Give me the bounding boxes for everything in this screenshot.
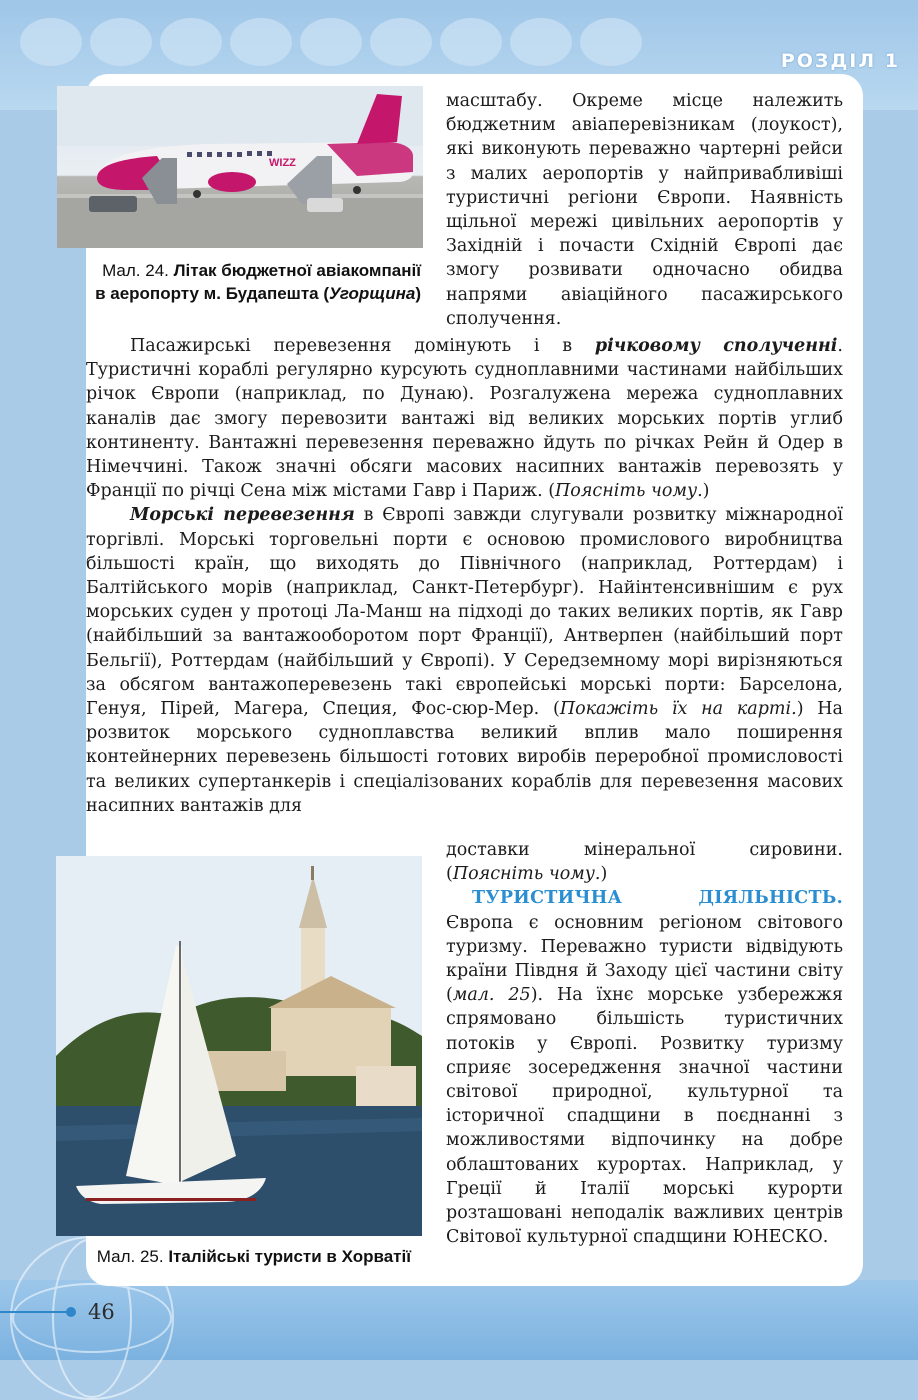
caption-title: Італійські туристи в Хорватії (168, 1247, 411, 1266)
sailboat-illustration (56, 856, 422, 1236)
airplane-illustration (57, 86, 423, 248)
caption-title-line2: в аеропорту м. Будапешта ( (95, 284, 330, 303)
caption-country: Угорщина (329, 284, 416, 303)
main-paragraphs (86, 334, 843, 818)
page-number: 46 (88, 1300, 115, 1324)
section-label: РОЗДІЛ 1 (780, 50, 900, 72)
caption-number: Мал. 24. (102, 261, 169, 280)
page-number-line (0, 1311, 70, 1313)
figure-sailboat-photo (56, 856, 422, 1236)
caption-number: Мал. 25. (96, 1247, 164, 1266)
paragraph-sea: Морські перевезення в Європі завжди слугували розвитку міжнародної торгівлі. Морські торговельні порти є основою промислового виробництва більшості країн, що виходять до Північного (наприклад, Роттердам) і Балтійського морів (наприклад, Санкт-Петербург). Найінтенсивнішим є рух морських суден у протоці Ла-Манш на підході до таких великих портів, як Гавр (найбільший за вантажооборотом порт Франції), Антверпен (найбільший порт Бельгії), Роттердам (найбільший у Європі). У Середземному морі вирізняються за обсягом вантажоперевезень такі європейські морські порти: Барселона, Генуя, Пірей, Магера, Специя, Фос-сюр-Мер. (Покажіть їх на карті.) На розвиток морського судноплавства великий вплив мало поширення контейнерних перевезень більшості готових виробів переробної промисловості та великих супертанкерів і спеціалізованих кораблів для перевезення масових насипних вантажів для (86, 505, 843, 816)
caption-close: ) (415, 284, 421, 303)
figure-reference: мал. 25 (452, 985, 531, 1006)
tourism-heading: ТУРИСТИЧНА ДІЯЛЬНІСТЬ. (472, 888, 843, 909)
figure-24-caption (56, 259, 421, 305)
term-sea: Морські перевезення (130, 505, 355, 526)
task-map: Покажіть їх на карті. (559, 699, 797, 720)
caption-title-line1: Літак бюджетної авіакомпанії (173, 261, 421, 280)
right-column-top-text: масштабу. Окреме місце належить бюджетним авіаперевізникам (лоукост), які виконують переважно чартерні рейси з малих аеропортів у найпривабливіші туристичні регіони Європи. Наявність щільної мережі цивільних аеропортів у Західній і почасти Східній Європі дає змогу розвивати одночасно обидва напрями авіаційного пасажирського сполучення. (446, 91, 843, 329)
paragraph-tourism: ТУРИСТИЧНА ДІЯЛЬНІСТЬ. Європа є основним регіоном світового туризму. Переважно туристи відвідують країни Півдня й Заходу цієї частини світу (мал. 25). На їхнє морське узбережжя спрямовано більшість туристичних потоків у Європі. Розвитку туризму сприяє зосередження значної частини світової природної, культурної та історичної спадщини в поєднанні з можливостями відпочинку на добре облаштованих курортах. Наприклад, у Греції й Італії морські курорти розташовані неподалік важливих центрів Світової культурної спадщини ЮНЕСКО. (446, 888, 843, 1248)
figure-25-caption (56, 1245, 411, 1268)
paragraph-continuation: доставки мінеральної сировини. (Поясніть чому.) (446, 840, 843, 885)
question-minerals: Поясніть чому. (452, 864, 601, 885)
paragraph-river: Пасажирські перевезення домінують і в річковому сполученні. Туристичні кораблі регулярно курсують судноплавними частинами найбільших річок Європи (наприклад, по Дунаю). Розгалужена мережа судноплавних каналів дає змогу перевозити вантажі від великих морських портів углиб континенту. Вантажні перевезення переважно йдуть по річках Рейн й Одер в Німеччині. Також значні обсяги масових насипних вантажів перевозять у Франції по річці Сена між містами Гавр і Париж. (Поясніть чому.) (86, 336, 843, 502)
footer-background (0, 1280, 918, 1360)
figure-airplane-photo (57, 86, 423, 248)
right-column-bottom-text (446, 838, 843, 1249)
airline-mark: WIZZ (269, 157, 296, 169)
question-river: Поясніть чому. (555, 481, 703, 502)
page-number-dot (66, 1307, 76, 1317)
term-river: річковому сполученні (594, 336, 838, 356)
decorative-bubbles (0, 18, 700, 78)
